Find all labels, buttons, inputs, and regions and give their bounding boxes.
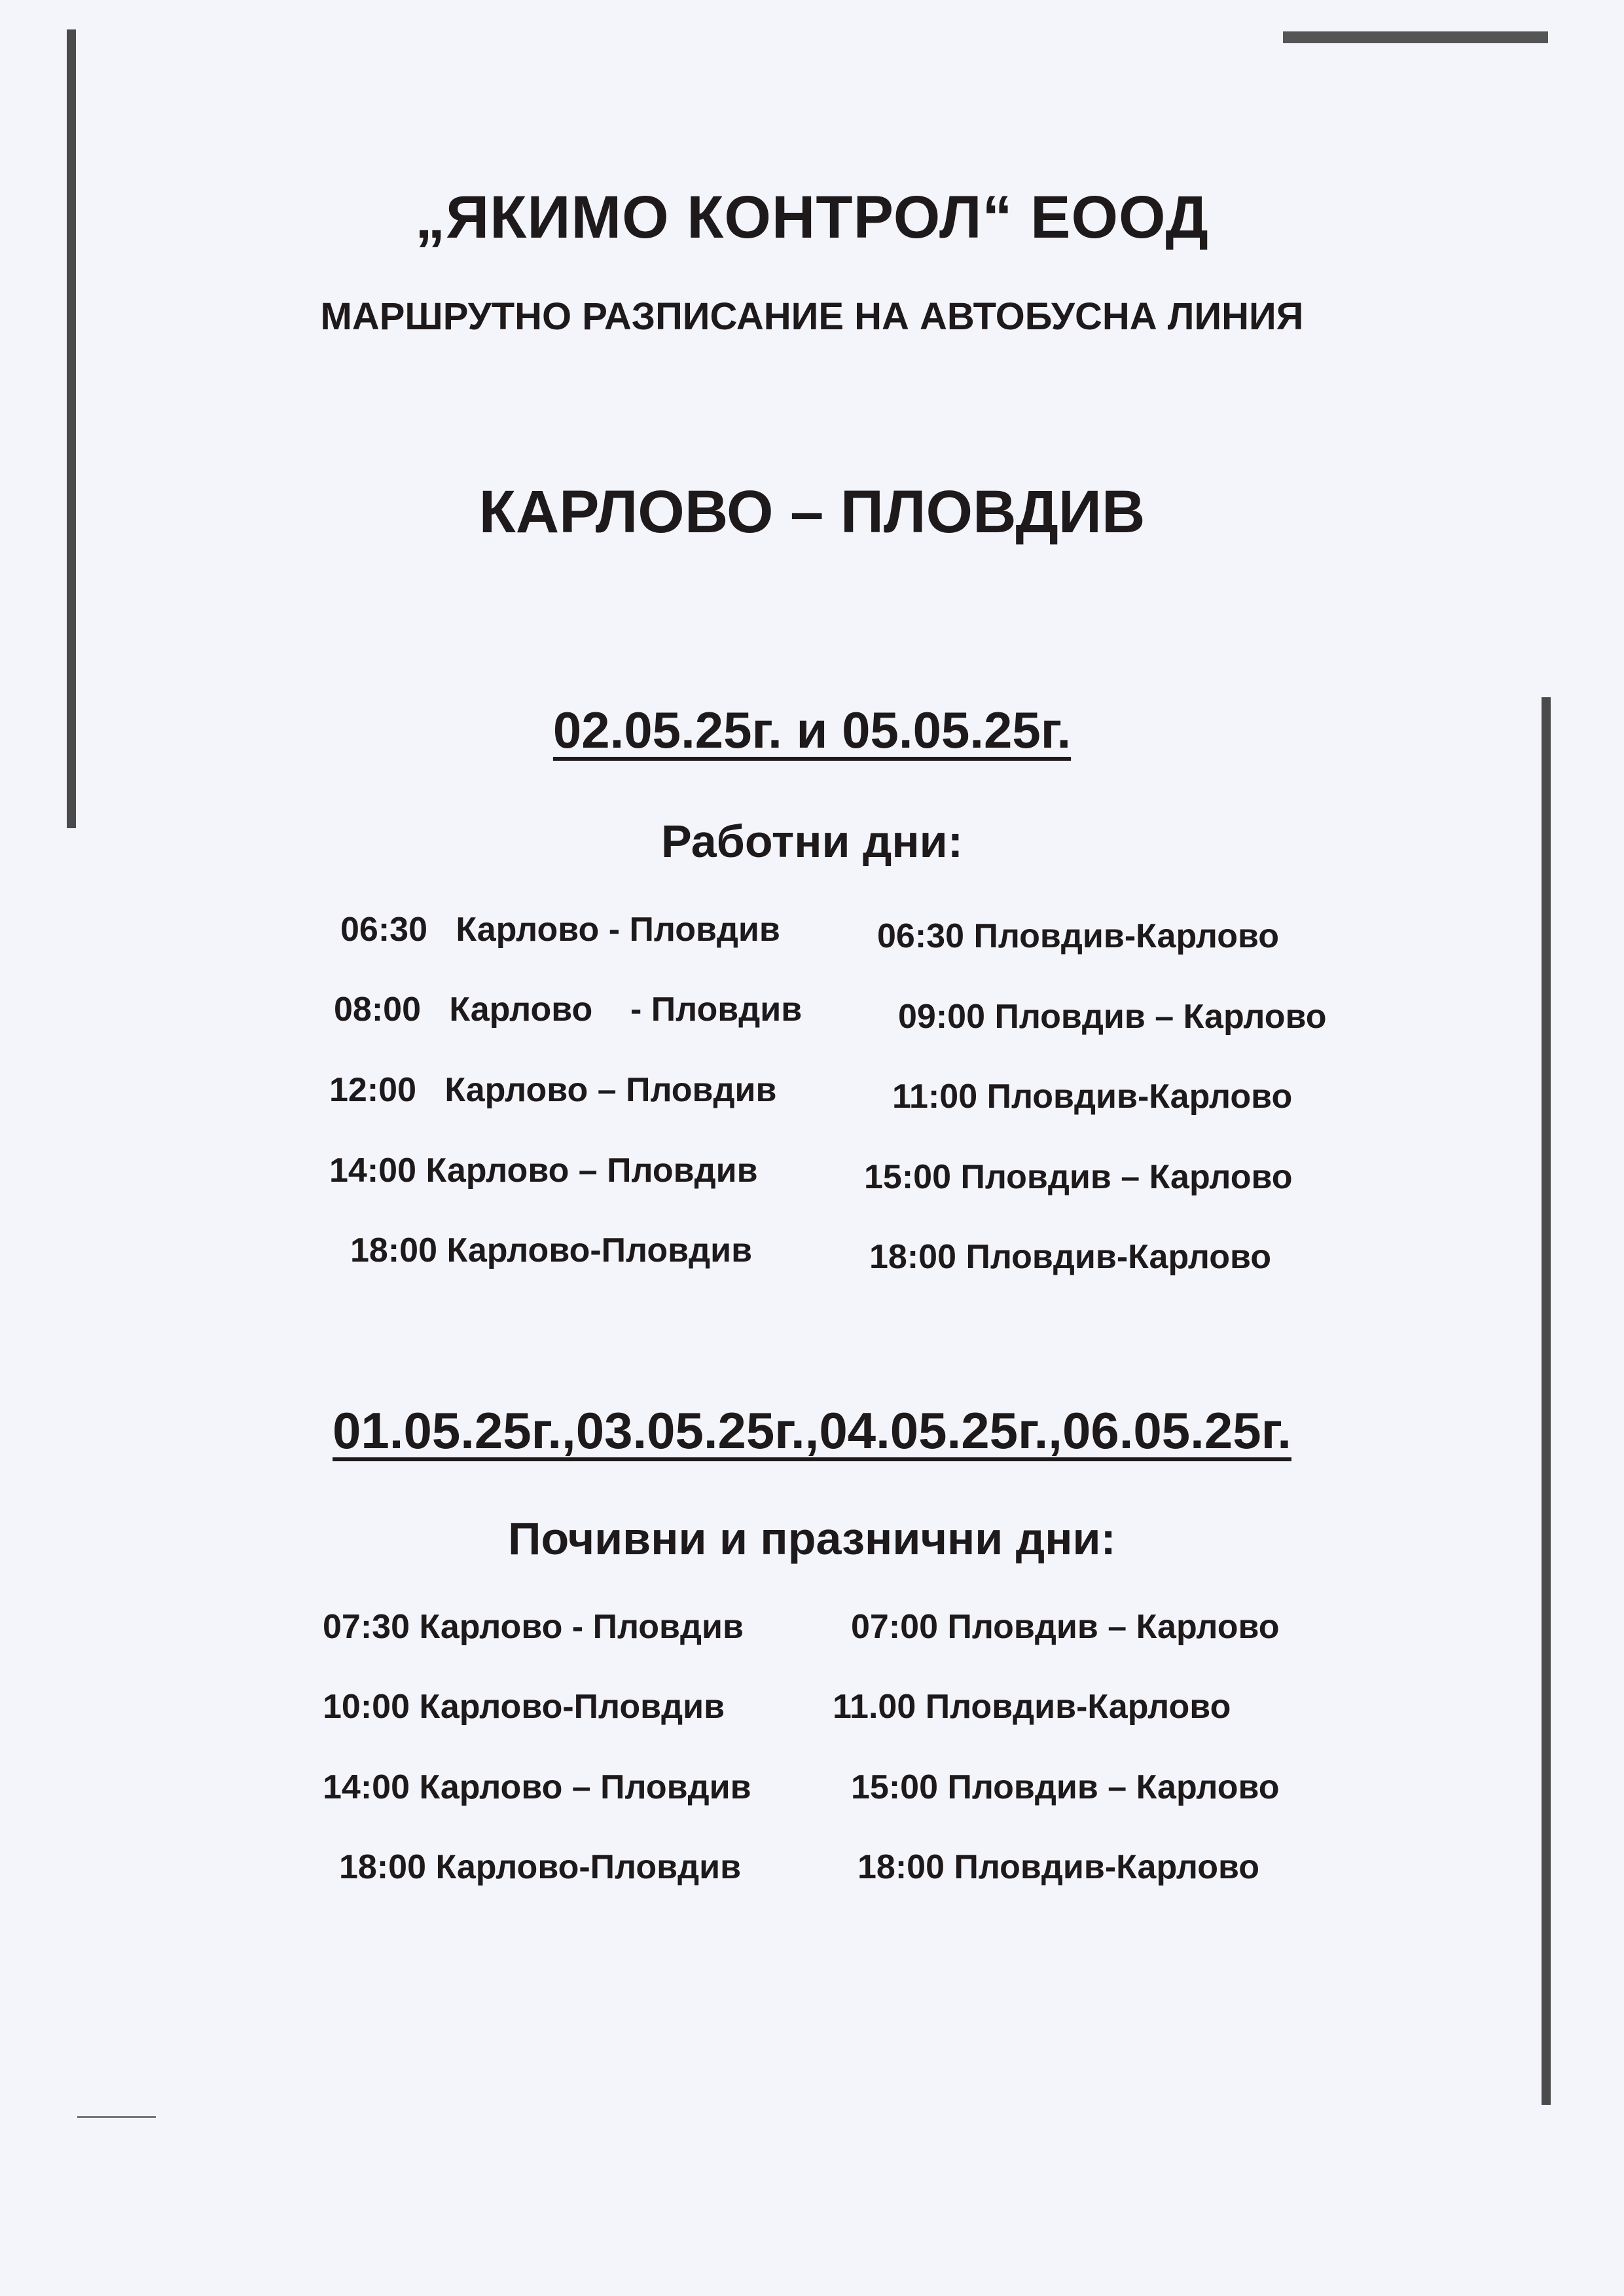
- section-dates-working: [0, 701, 1624, 760]
- trip-karlovo-plovdiv: 18:00 Карлово-Пловдив: [350, 1231, 753, 1269]
- trip-plovdiv-karlovo: 06:30 Пловдив-Карлово: [877, 917, 1280, 955]
- section-dates-holidays: [0, 1401, 1624, 1461]
- trip-plovdiv-karlovo: 18:00 Пловдив-Карлово: [857, 1848, 1260, 1886]
- trip-plovdiv-karlovo: 07:00 Пловдив – Карлово: [851, 1608, 1280, 1646]
- trip-plovdiv-karlovo: 11:00 Пловдив-Карлово: [892, 1078, 1293, 1116]
- route-title: КАРЛОВО – ПЛОВДИВ: [478, 479, 1146, 545]
- dates-text: 01.05.25г.,03.05.25г.,04.05.25г.,06.05.25г.: [333, 1402, 1291, 1459]
- trip-plovdiv-karlovo: 18:00 Пловдив-Карлово: [869, 1238, 1272, 1276]
- trip-karlovo-plovdiv: 14:00 Карлово – Пловдив: [323, 1768, 751, 1806]
- trip-karlovo-plovdiv: 08:00 Карлово - Пловдив: [334, 991, 803, 1029]
- document-subtitle: МАРШРУТНО РАЗПИСАНИЕ НА АВТОБУСНА ЛИНИЯ: [320, 295, 1304, 338]
- dates-text: 02.05.25г. и 05.05.25г.: [552, 701, 1072, 759]
- trip-karlovo-plovdiv: 10:00 Карлово-Пловдив: [323, 1688, 725, 1726]
- trip-karlovo-plovdiv: 06:30 Карлово - Пловдив: [340, 911, 780, 949]
- trip-karlovo-plovdiv: 12:00 Карлово – Пловдив: [329, 1071, 777, 1109]
- trip-karlovo-plovdiv: 07:30 Карлово - Пловдив: [323, 1608, 744, 1646]
- trip-plovdiv-karlovo: 15:00 Пловдив – Карлово: [864, 1158, 1293, 1196]
- trip-plovdiv-karlovo: 09:00 Пловдив – Карлово: [898, 998, 1327, 1036]
- section-label-holidays: Почивни и празнични дни:: [508, 1513, 1116, 1564]
- section-label-working: Работни дни:: [660, 816, 964, 867]
- trip-karlovo-plovdiv: 18:00 Карлово-Пловдив: [339, 1848, 742, 1886]
- trip-karlovo-plovdiv: 14:00 Карлово – Пловдив: [329, 1152, 758, 1190]
- company-name: „ЯКИМО КОНТРОЛ“ ЕООД: [415, 184, 1209, 251]
- trip-plovdiv-karlovo: 15:00 Пловдив – Карлово: [851, 1768, 1280, 1806]
- trip-plovdiv-karlovo: 11.00 Пловдив-Карлово: [833, 1688, 1231, 1726]
